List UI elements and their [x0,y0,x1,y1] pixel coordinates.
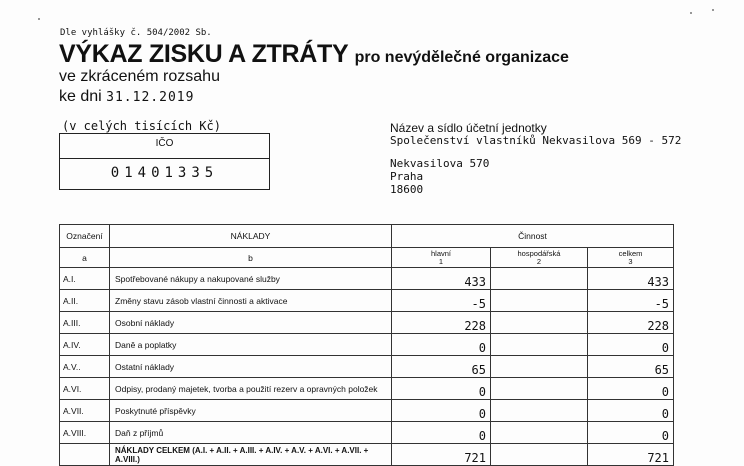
table-row [60,356,674,378]
header-code: Označení [60,225,110,248]
cost-table [59,224,674,466]
legal-reference: Dle vyhlášky č. 504/2002 Sb. [60,28,212,38]
total-econ [491,444,588,466]
table-row [60,378,674,400]
header-desc: NÁKLADY [110,225,392,248]
subtitle: ve zkráceném rozsahu [59,68,220,85]
row-main: 65 [392,356,491,378]
table-row [60,290,674,312]
row-econ [491,290,588,312]
entity-name: Společenství vlastníků Nekvasilova 569 - 572 [390,134,682,147]
row-code: A.VII. [60,400,110,422]
row-econ [491,268,588,290]
row-main: 228 [392,312,491,334]
page-title [59,40,569,69]
total-code [60,444,110,466]
row-code: A.V.. [60,356,110,378]
title-main: VÝKAZ ZISKU A ZTRÁTY [59,40,348,68]
total-label: NÁKLADY CELKEM (A.I. + A.II. + A.III. + A.IV. + A.V. + A.VI. + A.VII. + A.VIII.) [110,444,392,466]
row-total: 228 [588,312,674,334]
row-code: A.I. [60,268,110,290]
row-label: Ostatní náklady [110,356,392,378]
as-of-line [59,88,194,106]
entity-street: Nekvasilova 570 [390,157,490,170]
row-total: 433 [588,268,674,290]
total-row [60,444,674,466]
entity-city: Praha [390,170,424,183]
row-label: Spotřebované nákupy a nakupované služby [110,268,392,290]
row-total: 65 [588,356,674,378]
header-main: hlavní 1 [392,248,491,268]
ico-label: IČO [155,138,174,149]
row-main: 0 [392,422,491,444]
row-econ [491,334,588,356]
row-econ [491,400,588,422]
total-main: 721 [392,444,491,466]
row-total: 0 [588,334,674,356]
row-total: -5 [588,290,674,312]
total-total: 721 [588,444,674,466]
row-label: Daň z příjmů [110,422,392,444]
header-total: celkem 3 [588,248,674,268]
header-index-b: b [110,248,392,268]
row-label: Osobní náklady [110,312,392,334]
row-econ [491,422,588,444]
row-econ [491,356,588,378]
ico-value: 01401335 [110,165,219,181]
row-code: A.VI. [60,378,110,400]
table-row [60,422,674,444]
header-econ: hospodářská 2 [491,248,588,268]
ico-box [59,133,270,190]
row-main: 433 [392,268,491,290]
table-row [60,312,674,334]
row-label: Změny stavu zásob vlastní činnosti a aktivace [110,290,392,312]
header-index-a: a [60,248,110,268]
row-econ [491,378,588,400]
table-row [60,334,674,356]
as-of-label: ke dni [59,88,102,105]
row-total: 0 [588,400,674,422]
row-main: 0 [392,378,491,400]
row-label: Odpisy, prodaný majetek, tvorba a použití rezerv a opravných položek [110,378,392,400]
header-activity: Činnost [392,225,674,248]
row-total: 0 [588,378,674,400]
row-code: A.III. [60,312,110,334]
row-main: -5 [392,290,491,312]
row-code: A.IV. [60,334,110,356]
entity-zip: 18600 [390,183,424,196]
row-main: 0 [392,400,491,422]
row-econ [491,312,588,334]
row-main: 0 [392,334,491,356]
title-suffix: pro nevýdělečné organizace [354,49,569,66]
row-label: Daně a poplatky [110,334,392,356]
row-code: A.II. [60,290,110,312]
table-row [60,400,674,422]
entity-label: Název a sídlo účetní jednotky [390,121,547,135]
table-row [60,268,674,290]
row-code: A.VIII. [60,422,110,444]
row-total: 0 [588,422,674,444]
units-note: (v celých tisících Kč) [62,119,221,133]
row-label: Poskytnuté příspěvky [110,400,392,422]
as-of-date: 31.12.2019 [106,90,195,105]
